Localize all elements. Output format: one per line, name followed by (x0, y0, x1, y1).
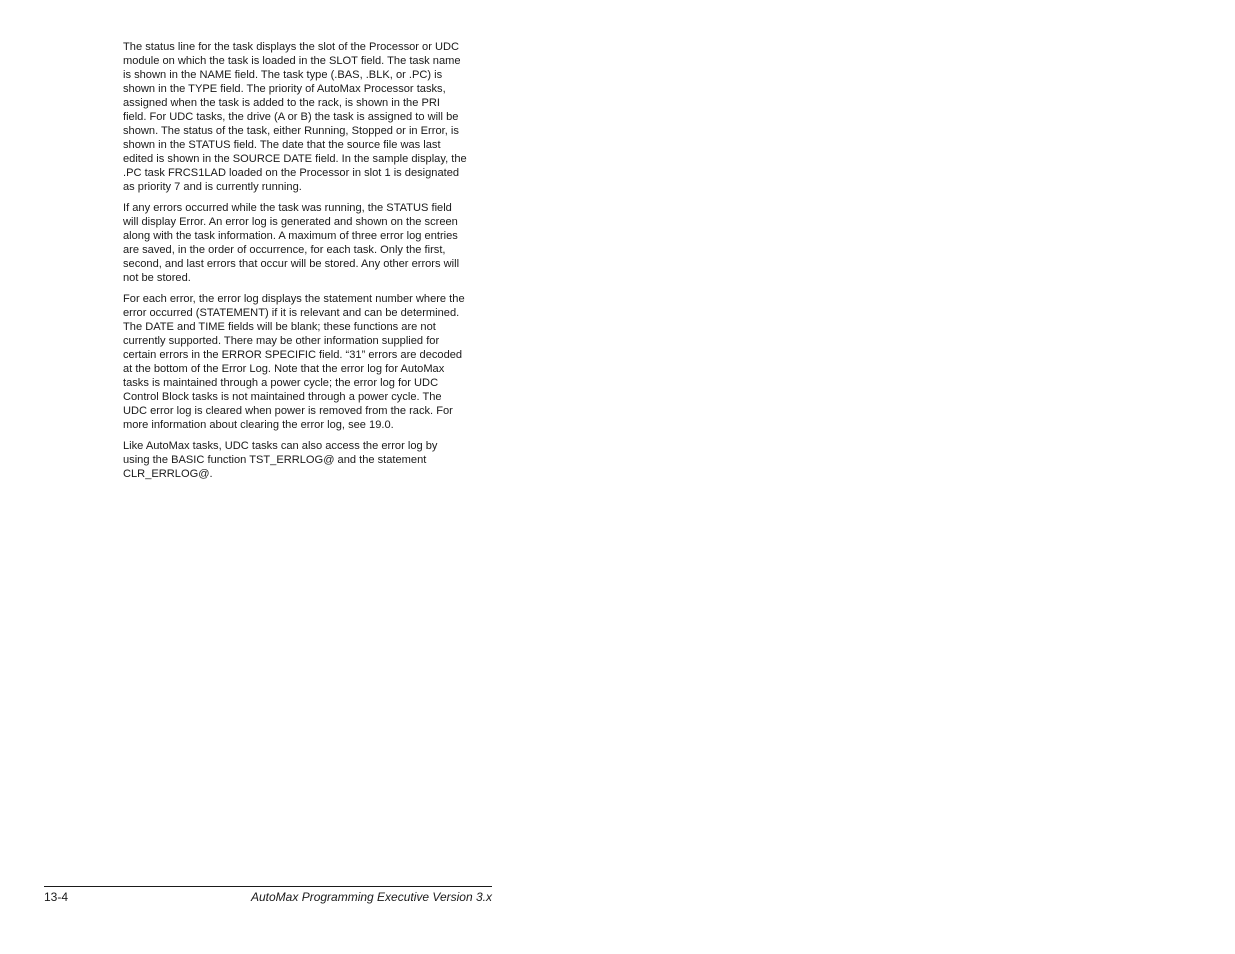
text-line: are saved, in the order of occurrence, for each task. Only the first, (123, 244, 446, 256)
text-line: at the bottom of the Error Log. Note that the error log for AutoMax (123, 363, 445, 375)
paragraph-task-status-line (123, 40, 511, 194)
footer-page-number: 13-4 (44, 890, 69, 904)
text-line: using the BASIC function TST_ERRLOG@ and the statement (123, 454, 427, 466)
text-line: shown in the TYPE field. The priority of AutoMax Processor tasks, (123, 83, 446, 95)
text-line: edited is shown in the SOURCE DATE field. In the sample display, the (123, 153, 467, 165)
text-line: Like AutoMax tasks, UDC tasks can also access the error log by (123, 440, 438, 452)
text-line: more information about clearing the error log, see 19.0. (123, 419, 394, 431)
text-line: shown. The status of the task, either Running, Stopped or in Error, is (123, 125, 459, 137)
text-line: If any errors occurred while the task was running, the STATUS field (123, 202, 452, 214)
text-line: will display Error. An error log is generated and shown on the screen (123, 216, 458, 228)
paragraph-error-log-details (123, 292, 511, 432)
text-line: field. For UDC tasks, the drive (A or B) the task is assigned to will be (123, 111, 459, 123)
text-line: .PC task FRCS1LAD loaded on the Processor in slot 1 is designated (123, 167, 460, 179)
text-line: For each error, the error log displays the statement number where the (123, 293, 465, 305)
text-line: UDC error log is cleared when power is removed from the rack. For (123, 405, 453, 417)
text-line: currently supported. There may be other information supplied for (123, 335, 440, 347)
text-line: The status line for the task displays the slot of the Processor or UDC (123, 41, 460, 53)
text-line: module on which the task is loaded in the SLOT field. The task name (123, 55, 461, 67)
text-line: second, and last errors that occur will be stored. Any other errors will (123, 258, 460, 270)
text-line: not be stored. (123, 272, 191, 284)
footer-title: AutoMax Programming Executive Version 3.x (251, 890, 492, 904)
text-line: The DATE and TIME fields will be blank; these functions are not (123, 321, 436, 333)
text-line: Control Block tasks is not maintained through a power cycle. The (123, 391, 442, 403)
footer-rule (44, 886, 492, 887)
body-text (123, 40, 511, 488)
text-line: is shown in the NAME field. The task type (.BAS, .BLK, or .PC) is (123, 69, 443, 81)
paragraph-udc-error-access (123, 439, 511, 481)
text-line: CLR_ERRLOG@. (123, 468, 213, 480)
text-line: shown in the STATUS field. The date that the source file was last (123, 139, 441, 151)
text-line: as priority 7 and is currently running. (123, 181, 302, 193)
paragraph-error-status (123, 201, 511, 285)
text-line: along with the task information. A maximum of three error log entries (123, 230, 458, 242)
text-line: certain errors in the ERROR SPECIFIC field. “31” errors are decoded (123, 349, 463, 361)
text-line: tasks is maintained through a power cycle; the error log for UDC (123, 377, 439, 389)
text-line: assigned when the task is added to the rack, is shown in the PRI (123, 97, 440, 109)
text-line: error occurred (STATEMENT) if it is relevant and can be determined. (123, 307, 460, 319)
